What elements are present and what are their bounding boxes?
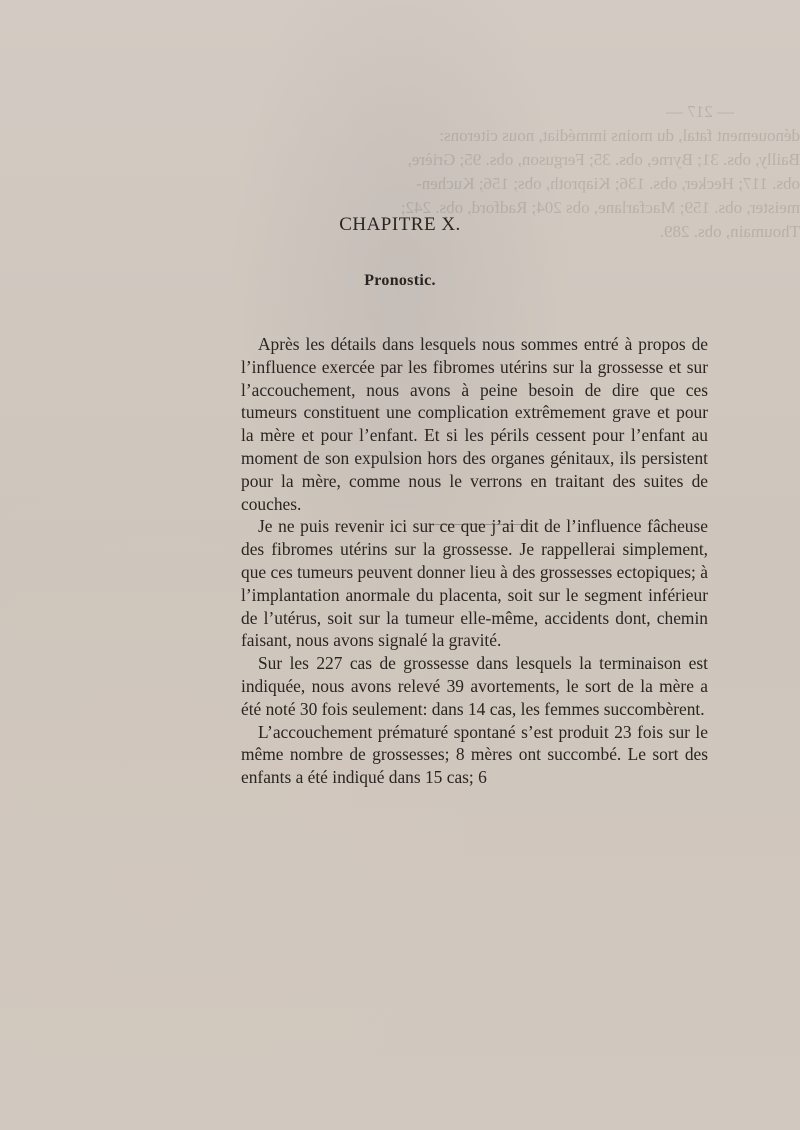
- bleed-line: obs. 117; Hecker, obs. 136; Kiaproth, obs; 156; Kuchen-: [416, 174, 800, 193]
- body-text: [241, 333, 708, 789]
- paragraph: Après les détails dans lesquels nous sommes entré à propos de l’influence exercée par les fibromes utérins sur la grossesse et sur l’accouchement, nous avons à peine besoin de dire que ces tumeurs constituent une complication extrêmement grave et pour la mère et pour l’enfant. Et si les périls cessent pour l’enfant au moment de son expulsion hors des organes génitaux, ils persistent pour la mère, comme nous le verrons en traitant des suites de couches.: [241, 334, 708, 514]
- bleed-line: Bailly, obs. 31; Byrne, obs. 35; Ferguson, obs. 95; Grière,: [407, 150, 800, 169]
- paragraph: Sur les 227 cas de grossesse dans lesquels la terminaison est indiquée, nous avons relevé 39 avortements, le sort de la mère a été noté 30 fois seulement: dans 14 cas, les femmes succombèrent.: [241, 653, 708, 719]
- paragraph: L’accouchement prématuré spontané s’est produit 23 fois sur le même nombre de grossesses; 8 mères ont succombé. Le sort des enfants a été indiqué dans 15 cas; 6: [241, 721, 708, 788]
- bleed-line: — 217 —: [666, 102, 734, 121]
- paragraph: Je ne puis revenir ici sur ce que j’ai dit de l’influence fâcheuse des fibromes utérins sur la grossesse. Je rappellerai simplement, que ces tumeurs peuvent donner lieu à des grossesses ectopiques; à l’implantation anormale du placenta, soit sur le segment inférieur de l’utérus, soit sur la tumeur elle-même, accidents dont, chemin faisant, nous avons signalé la gravité.: [241, 516, 708, 651]
- section-heading: Pronostic.: [364, 272, 436, 289]
- bleed-line: Thoumain, obs. 289.: [659, 222, 800, 241]
- bleed-line: dénouement fatal, du moins immédiat, nous citerons:: [439, 126, 800, 145]
- chapter-heading: CHAPITRE X.: [339, 214, 461, 235]
- bleed-line: meister, obs. 159; Macfarlane, obs 204; Radford, obs. 242;: [400, 198, 800, 217]
